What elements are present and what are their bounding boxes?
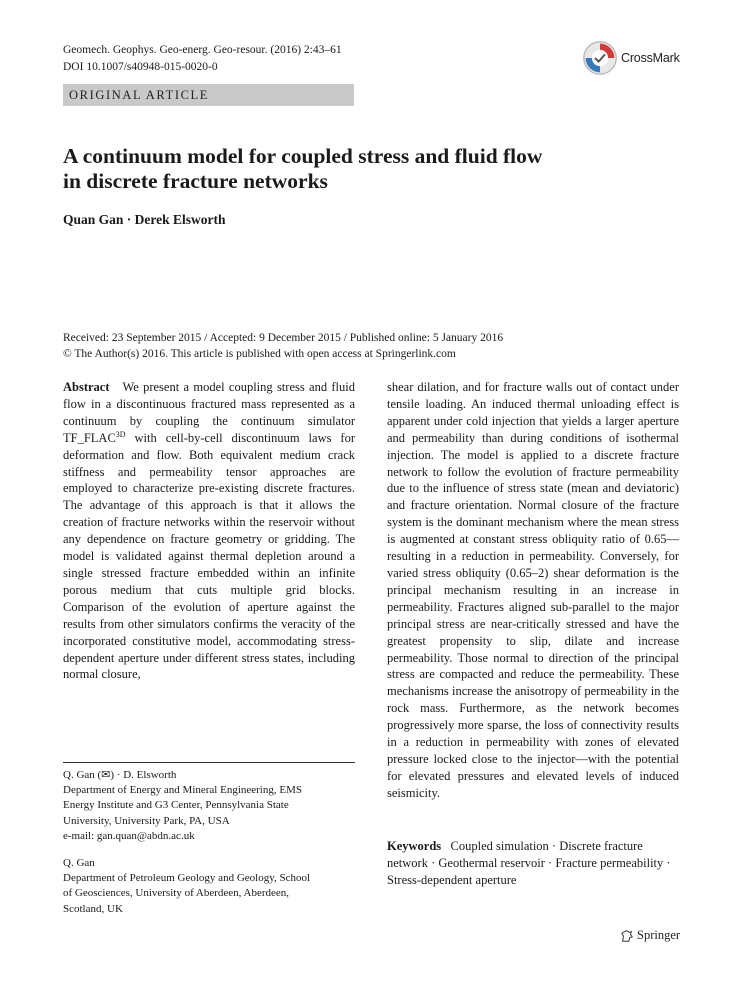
article-type-banner: ORIGINAL ARTICLE [63, 84, 354, 106]
abstract-column-right [387, 379, 679, 802]
title-line-2: in discrete fracture networks [63, 169, 328, 193]
keywords-block [387, 838, 679, 889]
doi[interactable]: DOI 10.1007/s40948-015-0020-0 [63, 61, 218, 73]
affiliation-2-line: of Geosciences, University of Aberdeen, Aberdeen, [63, 887, 290, 900]
author-email[interactable]: e-mail: gan.quan@abdn.ac.uk [63, 829, 195, 842]
abstract-text-continued: shear dilation, and for fracture walls out of contact under tensile loading. An induced thermal unloading effect is apparent under cold injection that yields a larger aperture and permeability than during conditions of isothermal injection. The model is applied to a discrete fracture network to follow the evolution of fracture permeability due to the influence of stress state (mean and deviatoric) and fracture orientation. Normal closure of the fracture system is the dominant mechanism where the mean stress is augmented at constant stress obliquity ratio of 0.65—resulting in a reduction in permeability. Conversely, for varied stress obliquity (0.65–2) shear deformation is the principal mechanism resulting in an increase in permeability. Fractures aligned sub-parallel to the major principal stress are near-critically stressed and have the greatest propensity to slip, dilate and increase permeability. Those normal to direction of the principal stress are compacted and reduce the permeability. These mechanisms increase the anisotropy of permeability in the rock mass. Furthermore, as the network becomes progressively more sparse, the loss of connectivity results in a reduction in permeability with zones of elevated pressure locked close to the injector—with the potential for elevated pressures and elevated levels of induced seismicity. [387, 380, 679, 800]
crossmark-badge[interactable] [582, 40, 680, 76]
affiliation-1-line: University, University Park, PA, USA [63, 814, 230, 827]
abstract-column-left [63, 379, 355, 683]
journal-header [63, 42, 342, 76]
affiliation-1-names: Q. Gan (✉) · D. Elsworth [63, 769, 177, 781]
title-line-1: A continuum model for coupled stress and fluid flow [63, 144, 543, 168]
crossmark-icon [582, 40, 618, 76]
author-list: Quan Gan · Derek Elsworth [63, 212, 226, 227]
keywords-heading: Keywords [387, 839, 442, 853]
affiliation-2-name: Q. Gan [63, 857, 95, 870]
copyright-notice: © The Author(s) 2016. This article is published with open access at Springerlink.com [63, 348, 456, 360]
article-title [63, 144, 623, 194]
journal-citation: Geomech. Geophys. Geo-energ. Geo-resour. (2016) 2:43–61 [63, 44, 342, 56]
abstract-text-2: with cell-by-cell discontinuum laws for deformation and flow. Both equivalent medium crack stiffness and permeability tensor approaches are employed to characterize pre-existing discrete fractures. The advantage of this approach is that it allows the creation of fracture networks within the reservoir without any dependence on fracture geometry or gridding. The model is validated against thermal depletion around a single stressed fracture embedded within an infinite porous medium that cuts multiple grid blocks. Comparison of the evolution of aperture against the results from other simulators confirms the veracity of the incorporated constitutive model, accommodating stress-dependent aperture under different stress states, including normal closure, [63, 430, 355, 682]
affiliation-1-line: Energy Institute and G3 Center, Pennsylvania State [63, 799, 289, 812]
keywords-list: Coupled simulation · Discrete fracture network · Geothermal reservoir · Fracture permeability · Stress-dependent aperture [387, 839, 671, 887]
springer-logo [620, 928, 680, 943]
abstract-heading: Abstract [63, 380, 110, 394]
crossmark-label: CrossMark [621, 51, 680, 65]
abstract-text-1: We present a model coupling stress and fluid flow in a discontinuous fractured mass represented as a continuum by coupling the continuum simulator TF_FLAC [63, 380, 355, 445]
affiliation-1-line: Department of Energy and Mineral Engineering, EMS [63, 784, 302, 797]
publication-history [63, 330, 683, 362]
affiliations [63, 768, 355, 917]
affiliation-2-line: Scotland, UK [63, 902, 123, 915]
springer-label: Springer [637, 928, 681, 942]
springer-horse-icon [620, 929, 634, 943]
footnote-divider [63, 762, 355, 763]
history-dates: Received: 23 September 2015 / Accepted: 9 December 2015 / Published online: 5 January 2016 [63, 332, 504, 344]
superscript-3d: 3D [115, 429, 126, 439]
affiliation-2-line: Department of Petroleum Geology and Geology, School [63, 872, 311, 885]
